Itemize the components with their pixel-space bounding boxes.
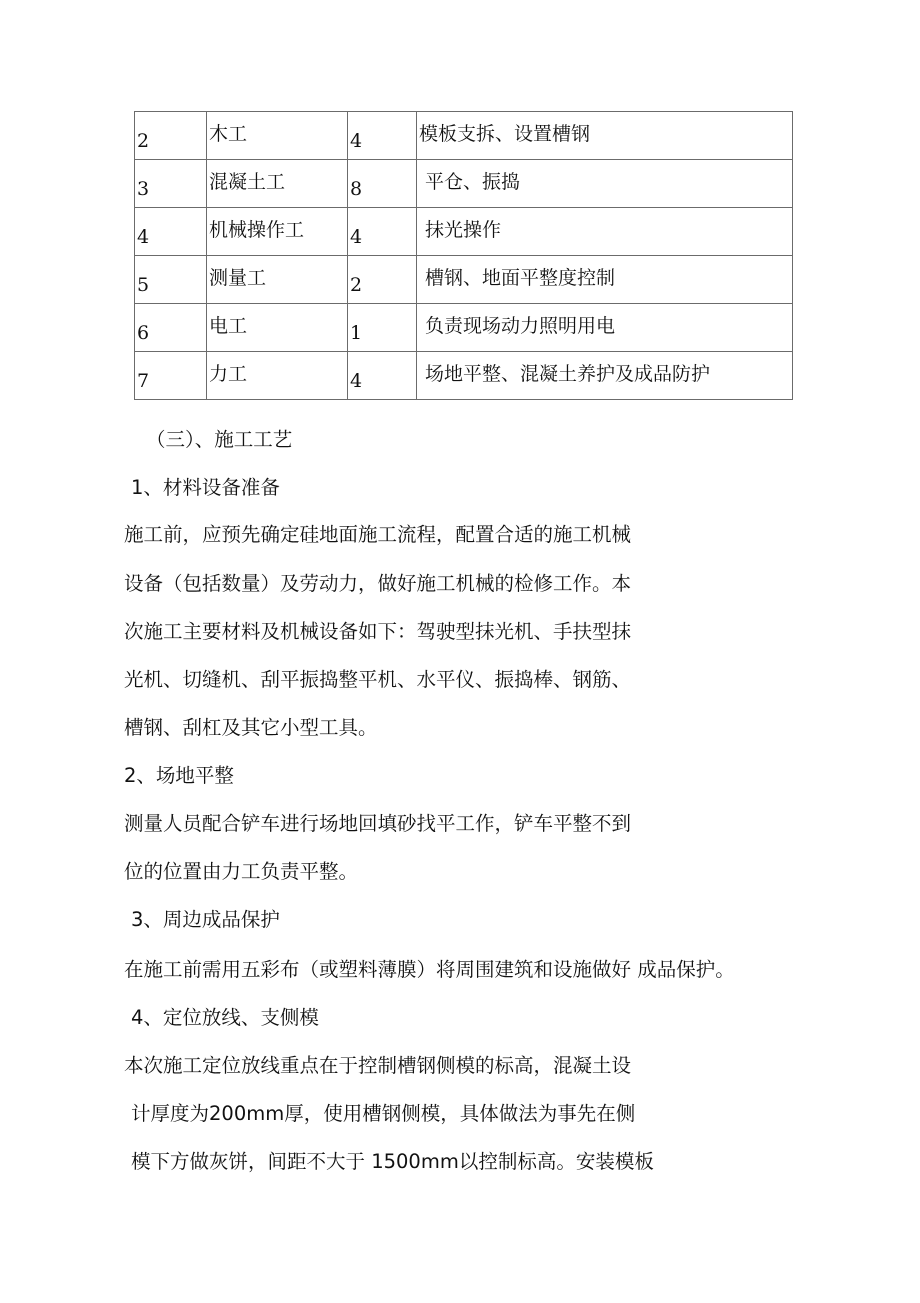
labor-table bbox=[134, 111, 793, 400]
paragraph-line: 测量人员配合铲车进行场地回填砂找平工作，铲车平整不到 bbox=[124, 812, 632, 835]
worker-duty: 模板支拆、设置槽钢 bbox=[417, 112, 793, 160]
paragraph-line: 设备（包括数量）及劳动力，做好施工机械的检修工作。本 bbox=[124, 572, 632, 595]
worker-type: 力工 bbox=[207, 352, 348, 400]
table-row bbox=[135, 256, 793, 304]
row-number: 6 bbox=[135, 304, 207, 352]
row-number: 4 bbox=[135, 208, 207, 256]
paragraph-line: 本次施工定位放线重点在于控制槽钢侧模的标高，混凝土设 bbox=[124, 1054, 632, 1077]
paragraph-line: 位的位置由力工负责平整。 bbox=[124, 860, 359, 883]
row-number: 7 bbox=[135, 352, 207, 400]
worker-duty: 场地平整、混凝土养护及成品防护 bbox=[417, 352, 793, 400]
heading-material-prep: 1、材料设备准备 bbox=[131, 476, 280, 499]
worker-type: 混凝土工 bbox=[207, 160, 348, 208]
worker-count: 1 bbox=[348, 304, 417, 352]
worker-duty: 槽钢、地面平整度控制 bbox=[417, 256, 793, 304]
table-row bbox=[135, 352, 793, 400]
paragraph-line: 次施工主要材料及机械设备如下：驾驶型抹光机、手扶型抹 bbox=[124, 620, 632, 643]
worker-duty: 负责现场动力照明用电 bbox=[417, 304, 793, 352]
paragraph-line: 计厚度为200mm厚，使用槽钢侧模，具体做法为事先在侧 bbox=[131, 1102, 636, 1125]
table-row bbox=[135, 304, 793, 352]
worker-count: 8 bbox=[348, 160, 417, 208]
worker-count: 4 bbox=[348, 112, 417, 160]
paragraph-line: 施工前，应预先确定硅地面施工流程，配置合适的施工机械 bbox=[124, 523, 632, 546]
worker-type: 电工 bbox=[207, 304, 348, 352]
paragraph-line: 在施工前需用五彩布（或塑料薄膜）将周围建筑和设施做好 成品保护。 bbox=[124, 958, 735, 981]
worker-count: 4 bbox=[348, 352, 417, 400]
heading-product-protection: 3、周边成品保护 bbox=[131, 908, 280, 931]
worker-type: 测量工 bbox=[207, 256, 348, 304]
paragraph-line: 槽钢、刮杠及其它小型工具。 bbox=[124, 716, 378, 739]
row-number: 2 bbox=[135, 112, 207, 160]
worker-count: 2 bbox=[348, 256, 417, 304]
table-row bbox=[135, 112, 793, 160]
worker-duty: 平仓、振捣 bbox=[417, 160, 793, 208]
worker-type: 机械操作工 bbox=[207, 208, 348, 256]
table-row bbox=[135, 160, 793, 208]
heading-layout-formwork: 4、定位放线、支侧模 bbox=[131, 1006, 319, 1029]
paragraph-line: 光机、切缝机、刮平振捣整平机、水平仪、振捣棒、钢筋、 bbox=[124, 668, 632, 691]
worker-count: 4 bbox=[348, 208, 417, 256]
table-row bbox=[135, 208, 793, 256]
row-number: 5 bbox=[135, 256, 207, 304]
worker-duty: 抹光操作 bbox=[417, 208, 793, 256]
heading-site-leveling: 2、场地平整 bbox=[124, 764, 234, 787]
row-number: 3 bbox=[135, 160, 207, 208]
paragraph-line: 模下方做灰饼，间距不大于 1500mm以控制标高。安装模板 bbox=[131, 1150, 654, 1173]
worker-type: 木工 bbox=[207, 112, 348, 160]
section-heading: （三）、施工工艺 bbox=[146, 428, 293, 451]
